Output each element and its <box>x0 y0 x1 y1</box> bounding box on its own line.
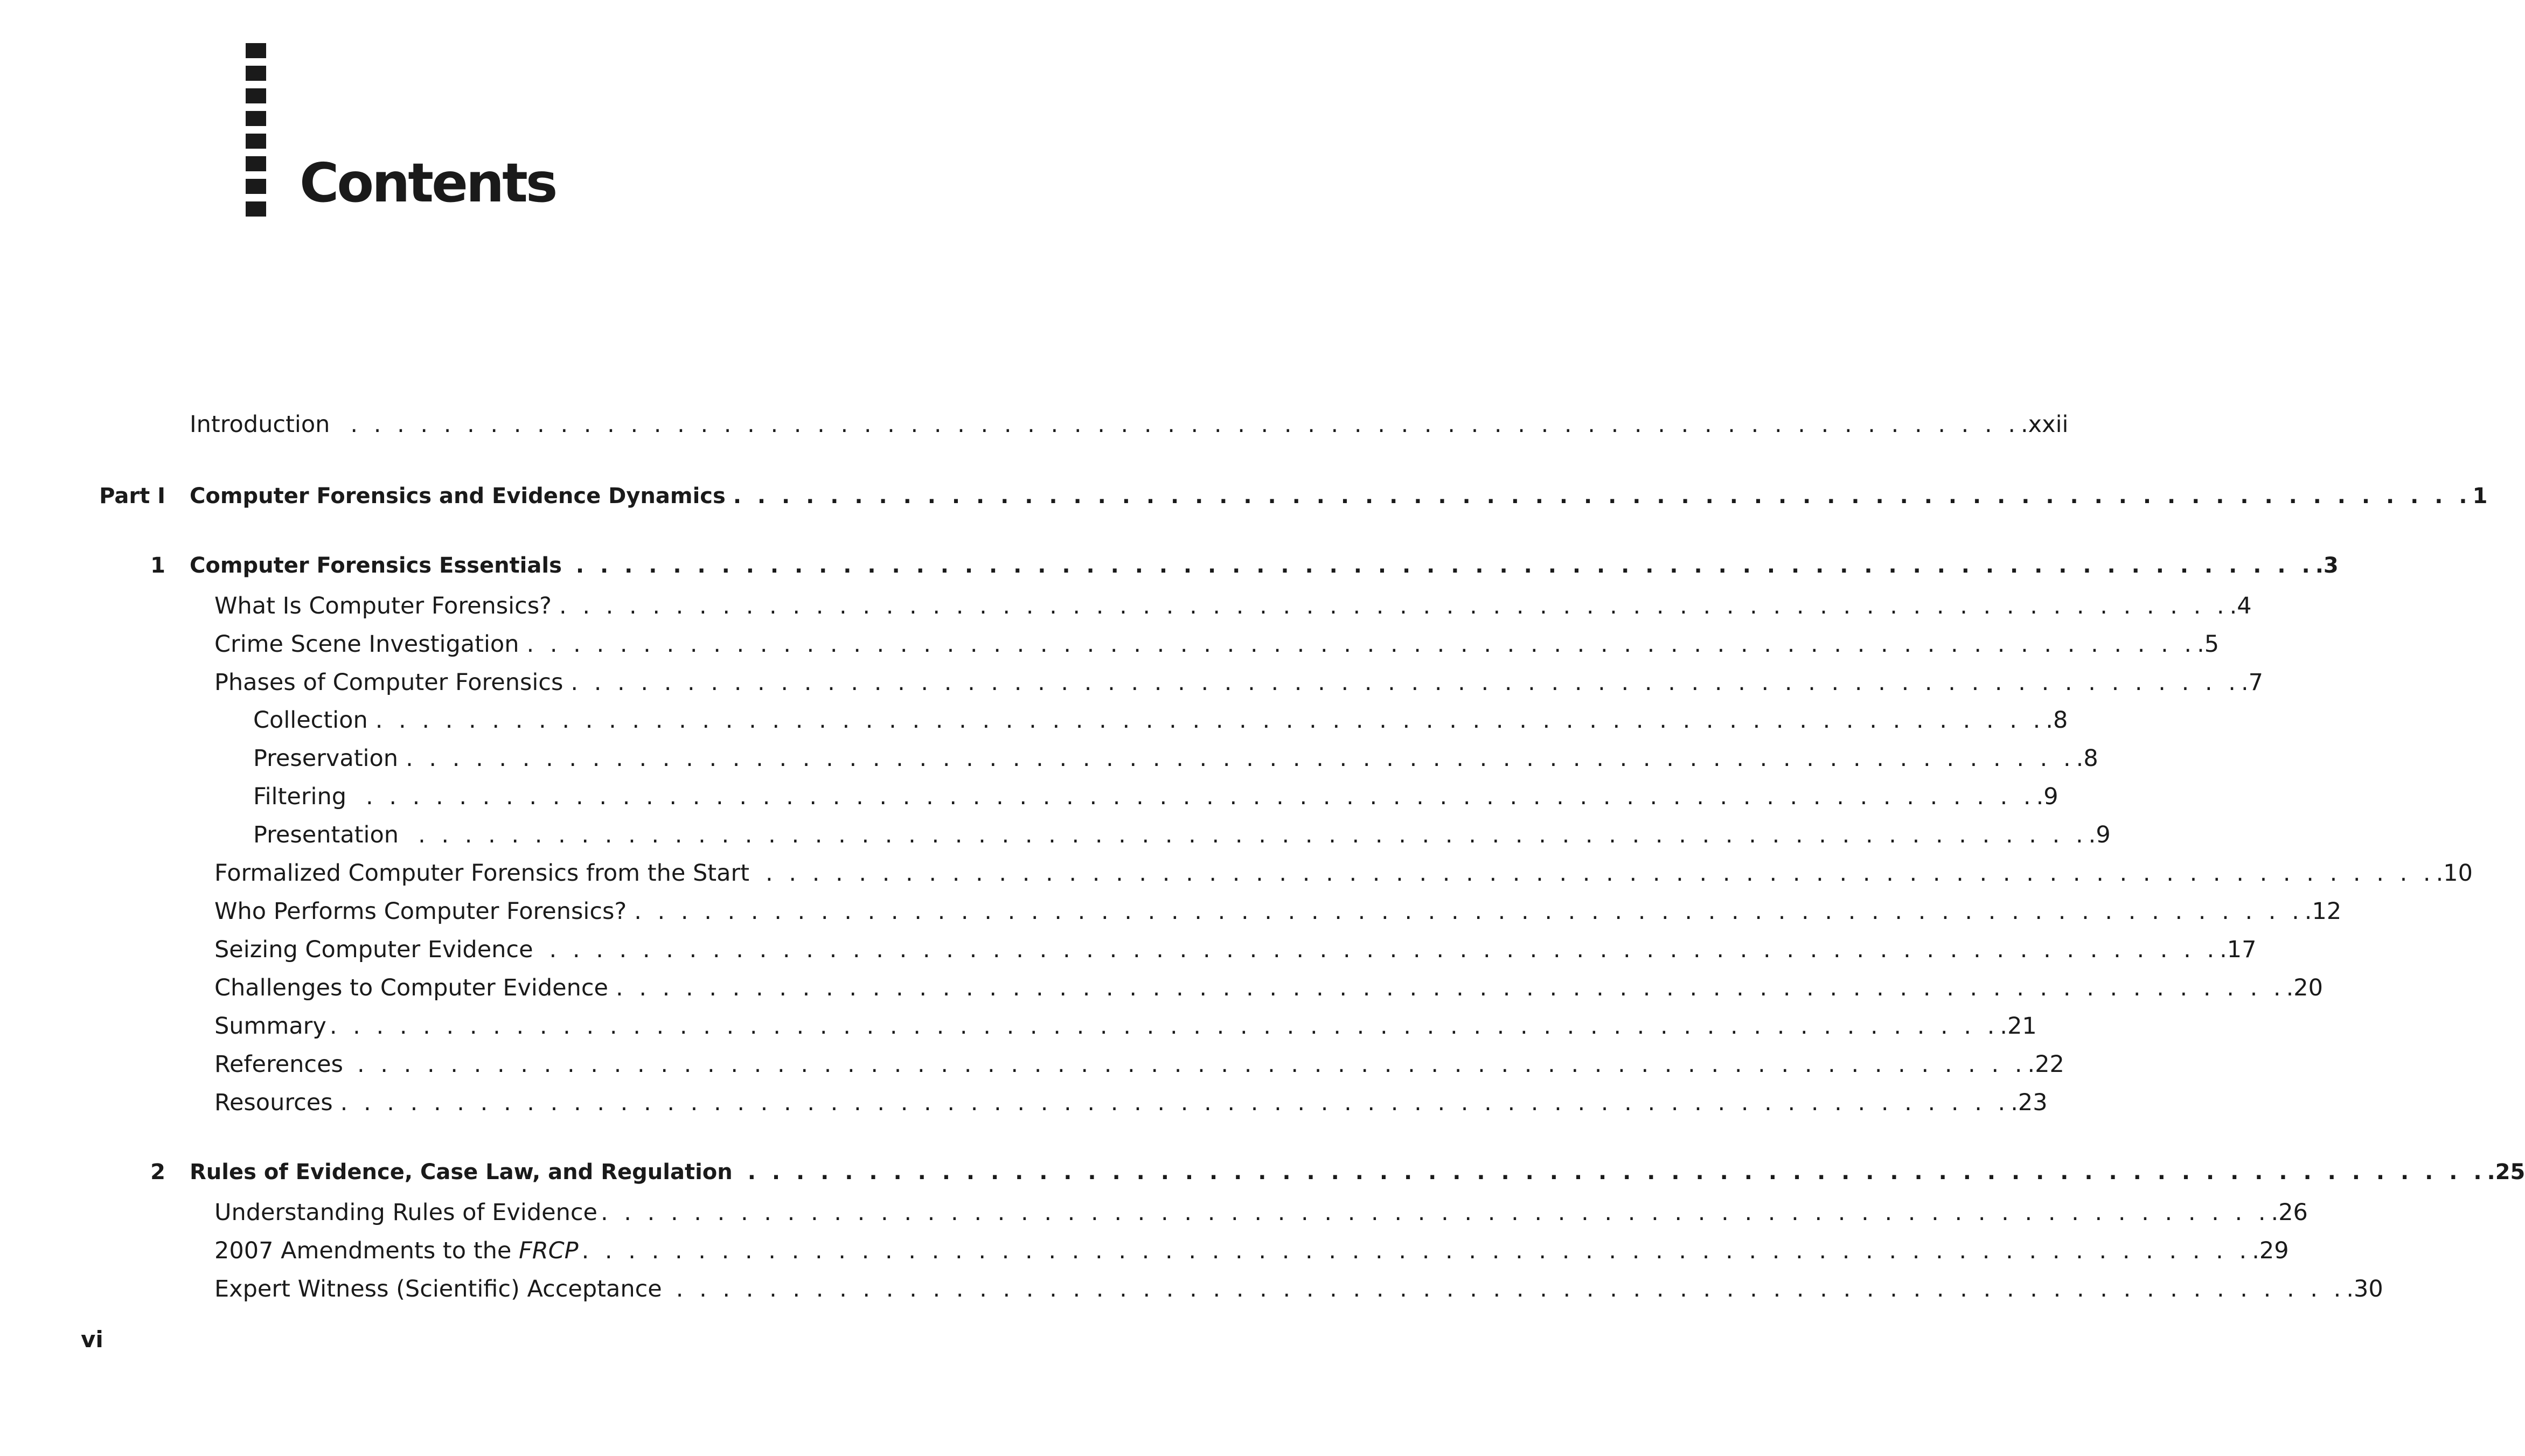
toc-entry <box>214 591 2252 621</box>
toc-entry-label: Preservation <box>253 743 406 774</box>
decorative-block <box>246 134 266 149</box>
toc-entry <box>190 409 2069 440</box>
toc-entry-subsection[interactable] <box>0 705 2068 735</box>
toc-entry-page: .29 <box>2252 1237 2289 1264</box>
toc-entry-label <box>214 1236 582 1266</box>
toc-entry-page: .8 <box>2046 707 2068 734</box>
toc-entry-section[interactable] <box>0 1197 2308 1228</box>
toc-entry <box>214 1274 2383 1304</box>
toc-entry-page: .5 <box>2197 631 2220 658</box>
toc-entry-page: .xxii <box>2021 411 2069 438</box>
page-number: vi <box>81 1326 103 1353</box>
toc-entry-page: .9 <box>2036 783 2058 810</box>
dot-leader: . . . . . . . . . . . . . . . . . . . . . . . . . . . . . . . . . . . . . . . . . . . . . . . . . . . . . . . . . . . . . . . . . . . . . . . . <box>549 936 2219 963</box>
toc-entry-label-italic: FRCP <box>519 1237 579 1264</box>
toc-entry <box>214 667 2263 698</box>
toc-entry <box>214 1088 2048 1118</box>
toc-entry-page: .17 <box>2220 936 2257 963</box>
part-number: Part I <box>99 484 165 508</box>
dot-leader: . . . . . . . . . . . . . . . . . . . . . . . . . . . . . . . . . . . . . . . . . . . . . . . . . . . . . . . . . . . . . . . . . . . . . . . . <box>733 484 2472 508</box>
toc-entry-page: .9 <box>2088 821 2111 848</box>
dot-leader: . . . . . . . . . . . . . . . . . . . . . . . . . . . . . . . . . . . . . . . . . . . . . . . . . . . . . . . . . . . . . . . . . . . . . . . . <box>571 669 2240 696</box>
toc-entry-section[interactable] <box>0 591 2252 621</box>
toc-entry-label: Collection <box>253 705 375 735</box>
dot-leader: . . . . . . . . . . . . . . . . . . . . . . . . . . . . . . . . . . . . . . . . . . . . . . . . . . . . . . . . . . . . . . . . . . . . . . . . <box>418 821 2088 848</box>
toc-entry-label: Crime Scene Investigation <box>214 629 527 659</box>
chapter-number: 1 <box>150 553 165 578</box>
toc-entry <box>214 973 2323 1003</box>
toc-entry-page: .4 <box>2229 593 2252 619</box>
dot-leader: . . . . . . . . . . . . . . . . . . . . . . . . . . . . . . . . . . . . . . . . . . . . . . . . . . . . . . . . . . . . . . . . . . . . . . . . <box>676 1276 2346 1302</box>
toc-entry <box>214 1049 2064 1079</box>
chapter-number: 2 <box>150 1160 165 1185</box>
toc-entry-chapter-1[interactable] <box>0 551 2339 581</box>
dot-leader: . . . . . . . . . . . . . . . . . . . . . . . . . . . . . . . . . . . . . . . . . . . . . . . . . . . . . . . . . . . . . . . . . . . . . . . . <box>366 783 2035 810</box>
toc-entry <box>214 858 2473 888</box>
decorative-block <box>246 43 266 58</box>
toc-entry-label: Filtering <box>253 782 366 812</box>
decorative-block <box>246 111 266 126</box>
dot-leader: . . . . . . . . . . . . . . . . . . . . . . . . . . . . . . . . . . . . . . . . . . . . . . . . . . . . . . . . . . . . . . . . . . . . . . . . <box>634 898 2304 925</box>
toc-entry-page: 1 <box>2472 484 2488 508</box>
toc-entry <box>190 551 2339 581</box>
toc-entry-page: .22 <box>2027 1051 2064 1078</box>
toc-entry <box>253 705 2068 735</box>
toc-entry-label: Understanding Rules of Evidence <box>214 1197 601 1228</box>
dot-leader: . . . . . . . . . . . . . . . . . . . . . . . . . . . . . . . . . . . . . . . . . . . . . . . . . . . . . . . . . . . . . . . . . . . . . . . . <box>340 1089 2010 1116</box>
dot-leader: . . . . . . . . . . . . . . . . . . . . . . . . . . . . . . . . . . . . . . . . . . . . . . . . . . . . . . . . . . . . . . . . . . . . . . . . <box>581 1237 2251 1264</box>
dot-leader: . . . . . . . . . . . . . . . . . . . . . . . . . . . . . . . . . . . . . . . . . . . . . . . . . . . . . . . . . . . . . . . . . . . . . . . . <box>406 745 2075 772</box>
dot-leader: . . . . . . . . . . . . . . . . . . . . . . . . . . . . . . . . . . . . . . . . . . . . . . . . . . . . . . . . . . . . . . . . . . . . . . . . <box>526 631 2196 658</box>
toc-entry-label: What Is Computer Forensics? <box>214 591 559 621</box>
toc-entry-label: References <box>214 1049 357 1079</box>
decorative-block <box>246 201 266 217</box>
toc-entry-subsection[interactable] <box>0 820 2111 850</box>
toc-entry-page: .12 <box>2304 898 2342 925</box>
dot-leader: . . . . . . . . . . . . . . . . . . . . . . . . . . . . . . . . . . . . . . . . . . . . . . . . . . . . . . . . . . . . . . . . . . . . . . . . <box>329 1013 1999 1040</box>
toc-entry-label: Summary <box>214 1011 330 1041</box>
toc-entry-section[interactable] <box>0 1088 2048 1118</box>
toc-entry-page: .3 <box>2315 553 2339 578</box>
toc-entry-label: Introduction <box>190 409 350 440</box>
dot-leader: . . . . . . . . . . . . . . . . . . . . . . . . . . . . . . . . . . . . . . . . . . . . . . . . . . . . . . . . . . . . . . . . . . . . . . . . <box>357 1051 2027 1078</box>
toc-entry-part-1[interactable] <box>0 481 2488 511</box>
toc-entry <box>214 1236 2289 1266</box>
toc-entry <box>214 935 2257 965</box>
toc-entry-label: Computer Forensics and Evidence Dynamics <box>190 481 733 511</box>
toc-entry <box>214 1197 2308 1228</box>
toc-entry-label-prefix: 2007 Amendments to the <box>214 1237 519 1264</box>
toc-entry-page: .20 <box>2286 974 2323 1001</box>
toc-entry-page: .25 <box>2487 1160 2525 1185</box>
toc-entry-section[interactable] <box>0 1236 2289 1266</box>
toc-entry-subsection[interactable] <box>0 743 2098 774</box>
decorative-block <box>246 179 266 194</box>
toc-entry <box>253 743 2098 774</box>
toc-entry-label: Formalized Computer Forensics from the Start <box>214 858 766 888</box>
toc-entry-page: .7 <box>2241 669 2263 696</box>
dot-leader: . . . . . . . . . . . . . . . . . . . . . . . . . . . . . . . . . . . . . . . . . . . . . . . . . . . . . . . . . . . . . . . . . . . . . . . . <box>559 593 2229 619</box>
toc-entry-page: .8 <box>2076 745 2098 772</box>
toc-entry-section[interactable] <box>0 629 2220 659</box>
toc-entry <box>253 782 2058 812</box>
dot-leader: . . . . . . . . . . . . . . . . . . . . . . . . . . . . . . . . . . . . . . . . . . . . . . . . . . . . . . . . . . . . . . . . . . . . . . . . <box>575 553 2314 578</box>
dot-leader: . . . . . . . . . . . . . . . . . . . . . . . . . . . . . . . . . . . . . . . . . . . . . . . . . . . . . . . . . . . . . . . . . . . . . . . . <box>375 707 2045 734</box>
toc-entry-page: .26 <box>2271 1199 2308 1226</box>
toc-entry-label: Computer Forensics Essentials <box>190 551 576 581</box>
toc-entry-introduction[interactable] <box>0 409 2069 440</box>
decorative-block-column <box>246 43 266 224</box>
toc-entry-section[interactable] <box>0 667 2263 698</box>
toc-entry-section[interactable] <box>0 973 2323 1003</box>
toc-entry <box>190 481 2488 511</box>
toc-entry-label: Rules of Evidence, Case Law, and Regulation <box>190 1157 748 1187</box>
toc-entry-label: Presentation <box>253 820 418 850</box>
toc-entry-page: .10 <box>2436 860 2473 887</box>
toc-entry-section[interactable] <box>0 1049 2064 1079</box>
toc-entry-label: Resources <box>214 1088 340 1118</box>
toc-entry <box>214 629 2220 659</box>
toc-entry <box>214 1011 2037 1041</box>
toc-entry-subsection[interactable] <box>0 782 2058 812</box>
toc-entry-label: Who Performs Computer Forensics? <box>214 896 634 926</box>
dot-leader: . . . . . . . . . . . . . . . . . . . . . . . . . . . . . . . . . . . . . . . . . . . . . . . . . . . . . . . . . . . . . . . . . . . . . . . . <box>350 411 2020 438</box>
toc-entry-page: .23 <box>2011 1089 2048 1116</box>
toc-entry-page: .30 <box>2346 1276 2383 1302</box>
decorative-block <box>246 156 266 171</box>
toc-entry <box>253 820 2111 850</box>
page-title: Contents <box>300 151 556 214</box>
dot-leader: . . . . . . . . . . . . . . . . . . . . . . . . . . . . . . . . . . . . . . . . . . . . . . . . . . . . . . . . . . . . . . . . . . . . . . . . <box>600 1199 2270 1226</box>
toc-entry <box>190 1157 2525 1187</box>
decorative-block <box>246 66 266 81</box>
toc-entry-label: Challenges to Computer Evidence <box>214 973 616 1003</box>
toc-entry-label: Seizing Computer Evidence <box>214 935 549 965</box>
toc-entry-section[interactable] <box>0 896 2342 926</box>
toc-entry-section[interactable] <box>0 1274 2383 1304</box>
toc-entry-section[interactable] <box>0 1011 2037 1041</box>
decorative-block <box>246 88 266 103</box>
toc-entry-page: .21 <box>2000 1013 2037 1040</box>
toc-entry-label: Phases of Computer Forensics <box>214 667 571 698</box>
toc-entry <box>214 896 2342 926</box>
toc-entry-section[interactable] <box>0 935 2257 965</box>
toc-entry-section[interactable] <box>0 858 2473 888</box>
dot-leader: . . . . . . . . . . . . . . . . . . . . . . . . . . . . . . . . . . . . . . . . . . . . . . . . . . . . . . . . . . . . . . . . . . . . . . . . <box>747 1160 2486 1185</box>
dot-leader: . . . . . . . . . . . . . . . . . . . . . . . . . . . . . . . . . . . . . . . . . . . . . . . . . . . . . . . . . . . . . . . . . . . . . . . . <box>615 974 2285 1001</box>
toc-entry-chapter-2[interactable] <box>0 1157 2525 1187</box>
dot-leader: . . . . . . . . . . . . . . . . . . . . . . . . . . . . . . . . . . . . . . . . . . . . . . . . . . . . . . . . . . . . . . . . . . . . . . . . <box>766 860 2435 887</box>
toc-entry-label: Expert Witness (Scientific) Acceptance <box>214 1274 676 1304</box>
